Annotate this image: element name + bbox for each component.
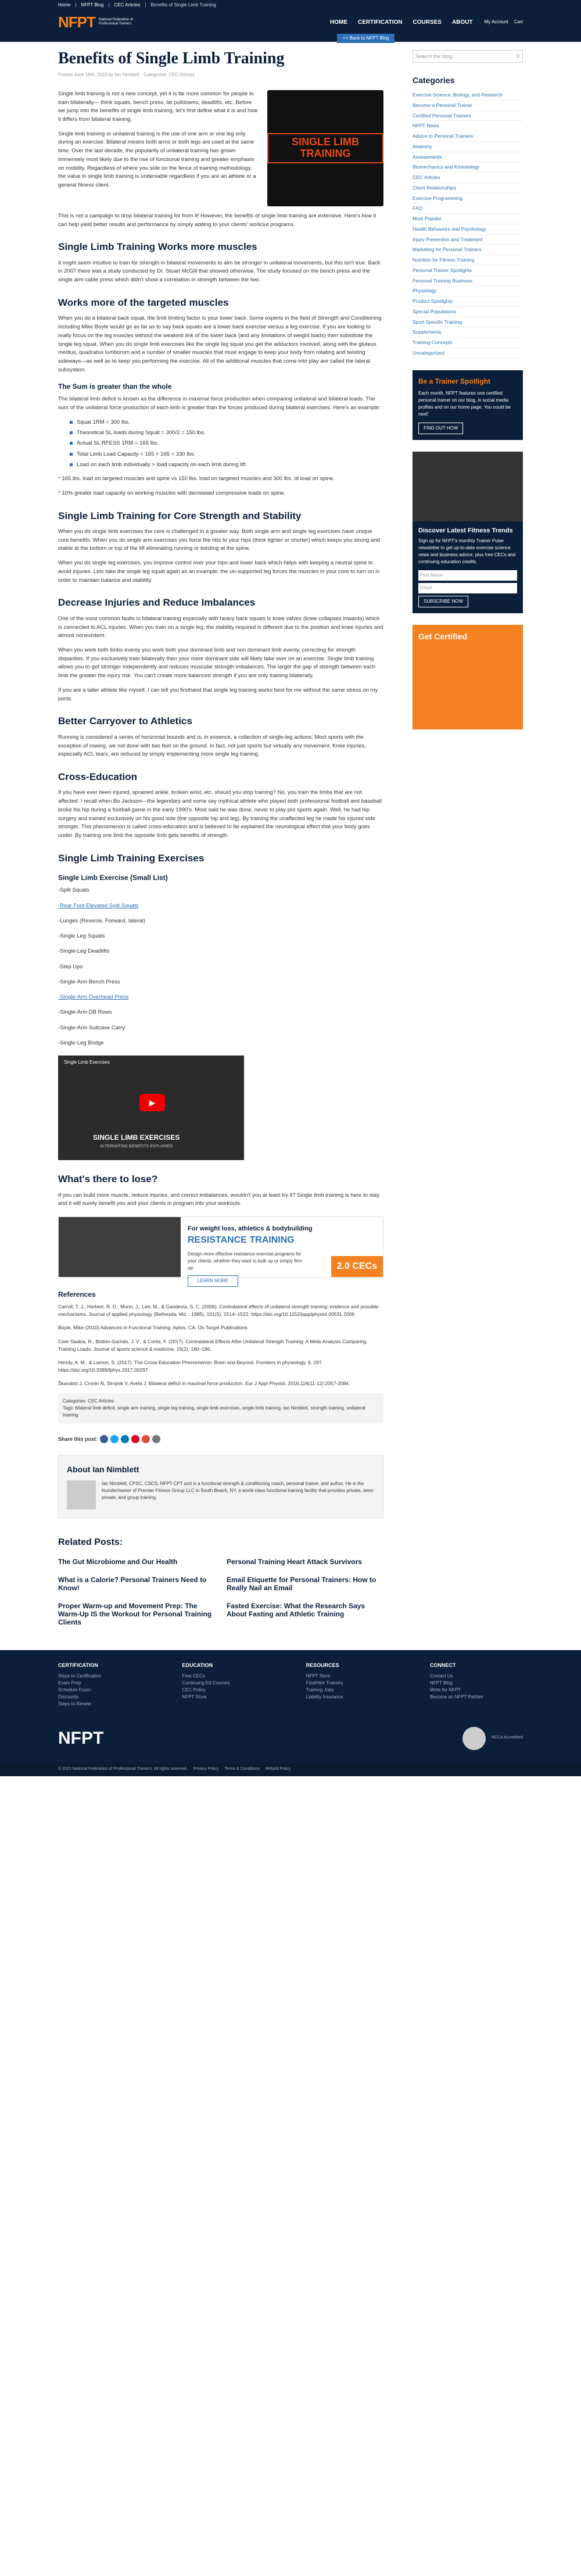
category-link[interactable]: Personal Trainer Spotlights [413, 266, 523, 276]
footer-link[interactable]: Write for NFPT [429, 1687, 461, 1693]
footer-link[interactable]: CEC Policy [182, 1687, 206, 1693]
cart-link[interactable]: Cart [514, 19, 523, 24]
nav-home[interactable]: HOME [330, 19, 348, 26]
category-link[interactable]: Become a Personal Trainer [413, 101, 523, 111]
exercise-item: -Step Ups [58, 963, 83, 970]
logo-mark: NFPT [58, 13, 95, 31]
post-tags[interactable]: Tags: bilateral limb deficit, single arm training, single leg training, single limb exercises, single limb training, Ian Nimblett, strength training, unilateral training [63, 1405, 365, 1418]
list-item: Actual SL RFESS 1RM = 165 lbs. [70, 439, 383, 448]
back-bar [0, 34, 581, 42]
category-link[interactable]: Most Popular [413, 214, 523, 224]
section-heading: Single Limb Training Works more muscles [58, 241, 257, 253]
list-item: Total Limb Load Capacity = 165 + 165 = 330 lbs. [70, 450, 383, 459]
footer-heading: EDUCATION [182, 1662, 213, 1668]
exercise-item: -Single-Leg Bridge [58, 1039, 104, 1046]
footer-link[interactable]: Free CECs [182, 1673, 205, 1679]
related-post-link[interactable]: Fasted Exercise: What the Research Says About Fasting and Athletic Training [227, 1601, 365, 1618]
pinterest-icon[interactable] [131, 1435, 139, 1443]
linkedin-icon[interactable] [121, 1435, 129, 1443]
avatar [67, 1480, 96, 1509]
related-heading: Related Posts: [58, 1537, 123, 1548]
footer-column [58, 1662, 151, 1708]
paragraph: * 10% greater load capacity on working muscles with decreased compressive loads on spine. [58, 489, 286, 496]
category-link[interactable]: FAQ [413, 203, 523, 214]
footer-column [430, 1662, 523, 1708]
nav-courses[interactable]: COURSES [413, 19, 442, 26]
category-link[interactable]: Personal Training Business [413, 276, 523, 287]
paragraph: It might seem intuitive to train for strength in bilateral movements to aim be stronger in unilateral movements, but this isn't true. Back in 2007 there was a study conducted by Dr. Stuart McGill that showed otherwise. The study focused on the bench press and the single arm cable press which didn't show a correlation in strength between the two. [58, 259, 381, 284]
embedded-video[interactable] [58, 1056, 244, 1160]
paragraph: When you do single limb exercises the core is challenged in a greater way. Both single arm and single leg exercises have unique core benefits. When you do single arm exercises you force the ribs to your hips (think tighter or shorter) which keeps you strong and stable at the bottom or top of the lift eliminating running or twisting at the spine. [58, 528, 380, 552]
search-icon[interactable]: ⚲ [516, 53, 520, 59]
references-heading: References [58, 1290, 96, 1298]
video-subcaption: ALTERNATING BENEFITS EXPLAINED [100, 1144, 173, 1149]
category-link[interactable]: Product Spotlights [413, 296, 523, 307]
paragraph: If you can build more muscle, reduce injuries, and correct imbalances, wouldn't you at least try it? Single limb training is here to stay and it will surely benefit you and your clients in program into your workouts. [58, 1192, 380, 1207]
footer-column [182, 1662, 275, 1708]
reference: Boyle, Mike (2010) Advances in Functional Training. Aptos, CA: On Target Publications [58, 1325, 248, 1331]
list-item: Squat 1RM = 300 lbs. [70, 418, 383, 427]
share-bar [58, 1435, 383, 1443]
section-heading: Decrease Injuries and Reduce Imbalances [58, 597, 256, 609]
twitter-icon[interactable] [110, 1435, 119, 1443]
breadcrumb-home[interactable]: Home [58, 2, 71, 8]
author-bio: Ian Nimblett, CPSC, CSCS, NFPT-CPT and is a functional strength & conditioning coach, personal trainer, and author. He is the founder/owner of Premier Fitness Group LLC in South Beach, NY, a world-class functional training facility that provides private, semi-private, and group training. [102, 1481, 375, 1501]
related-post-link[interactable]: Personal Training Heart Attack Survivors [227, 1558, 362, 1566]
category-link[interactable]: Sport Specific Training [413, 317, 523, 328]
page-title: Benefits of Single Limb Training [58, 49, 285, 67]
footer-link[interactable]: Continuing Ed Courses [182, 1680, 230, 1686]
exercise-list [58, 886, 383, 1047]
newsletter-heading: Discover Latest Fitness Trends [418, 527, 513, 534]
banner-heading: For weight loss, athletics & bodybuilding [188, 1225, 313, 1232]
video-caption: SINGLE LIMB EXERCISES [93, 1133, 180, 1142]
category-link[interactable]: NFPT News [413, 121, 523, 131]
breadcrumb-blog[interactable]: NFPT Blog [81, 2, 104, 8]
site-footer [0, 1650, 581, 1763]
categories-heading: Categories [413, 76, 455, 85]
footer-link[interactable]: Liability Insurance [306, 1694, 343, 1700]
course-banner[interactable] [58, 1217, 383, 1284]
footer-link[interactable]: Schedule Exam [58, 1687, 91, 1693]
site-logo[interactable] [58, 11, 139, 34]
exercise-item: -Single Leg Squats [58, 933, 105, 940]
terms-link[interactable]: Terms & Conditions [224, 1767, 260, 1772]
exercise-item: -Single-Arm Bench Press [58, 978, 120, 985]
paragraph: When you work both limbs evenly you work both your dominant limb and non dominant limb evenly, correcting for strength disparities. If you exclusively train bilaterally then your more dominant side will likely take over on an exercise. Single limb training allows you to get stronger independently and reduces muscular strength imbalances. The larger the gap of strength between each limb the greater the injury risk. You can't create more balanced strength if you are only training bilaterally. [58, 647, 375, 679]
list-item: Load on each limb individually > load capacity on each limb during lift [70, 461, 383, 469]
footer-link[interactable]: Find/Hire Trainers [306, 1680, 343, 1686]
author-heading: About Ian Nimblett [67, 1465, 139, 1475]
footer-link[interactable]: Become an NFPT Partner [429, 1694, 483, 1700]
paragraph: * 165 lbs. load on targeted muscles and spine vs 150 lbs. load on targeted muscles and 300 lbs. of load on spine. [58, 475, 335, 482]
category-link[interactable]: CEC Articles [413, 173, 523, 183]
logo-subtitle: National Federation of Professional Trainers [98, 18, 133, 26]
breadcrumb-sep: | [75, 2, 77, 8]
subscribe-button[interactable]: SUBSCRIBE NOW [418, 596, 468, 607]
related-post-link[interactable]: Email Etiquette for Personal Trainers: How to Really Nail an Email [227, 1575, 376, 1593]
paragraph: If you are a taller athlete like myself, I can tell you firsthand that single leg training works best for me without the same stress on my joints. [58, 686, 378, 702]
exercise-item: -Single-Arm DB Rows [58, 1009, 112, 1016]
footer-link[interactable]: Exam Prep [58, 1680, 81, 1686]
spotlight-heading: Be a Trainer Spotlight [418, 377, 491, 385]
paragraph: One of the most common faults in bilateral training especially with heavy back squats is knee valves (knee collapses inwards) which is connected to ACL injuries. When you train on a single leg, the stability required is different due to the position and knee injuries and almost nonexistent. [58, 615, 383, 639]
exercise-item: -Single-Arm Suitcase Carry [58, 1024, 125, 1031]
banner-image [59, 1217, 181, 1277]
footer-heading: CONNECT [429, 1662, 456, 1668]
privacy-link[interactable]: Privacy Policy [193, 1767, 219, 1772]
sidebar [413, 50, 523, 1627]
paragraph: Running is considered a series of horizontal bounds and is, in essence, a collection of single-leg actions. Most sports with the exception of rowing, we not done with two feet on the ground. In fact, not just sports but virtually any movement. Knee injuries, especially ACL tears, are reduced by simply implementing more single leg training. [58, 734, 366, 758]
trainer-spotlight-box [413, 370, 523, 440]
category-link[interactable]: Exercise Science, Biology, and Research [413, 90, 523, 101]
back-to-blog-button[interactable]: << Back to NFPT Blog [337, 34, 394, 43]
category-link[interactable]: Advice to Personal Trainers [413, 131, 523, 142]
copyright-text: © 2023 National Federation of Professional Trainers. All rights reserved. [58, 1767, 188, 1772]
paragraph: Single limb training or unilateral training is the use of one arm or one leg only during an exercise. Bilateral means both arms or both legs are used at the same time. Over the last decade, the popularity of unilateral training has grown immensely most likely due to the rise of functional training and greater emphasis on mobility. Regardless of where you side on the fence of training methodology, the value in single limb training is undeniable regardless if you are an athlete or a general fitness client. [58, 130, 256, 188]
category-link[interactable]: Assessments [413, 152, 523, 163]
email-icon[interactable] [142, 1435, 150, 1443]
section-heading: What's there to lose? [58, 1173, 158, 1185]
category-link[interactable]: Training Concepts [413, 338, 523, 348]
subheading: Single Limb Exercise (Small List) [58, 874, 168, 882]
post-categories[interactable]: Categories: CEC Articles [63, 1398, 114, 1404]
intro-paragraph: Single limb training is not a new concept, yet it is far more common for people to train bilaterally— think squats, bench press, lat pulldowns, deadlifts, etc. Before we jump into the benefits of single limb training, let's first define what it is and how it differs from bilateral training. [58, 90, 258, 123]
paragraph: This is not a campaign to drop bilateral training for from it! However, the benefits of single limb training are extensive. Here's how it can help yield better results and performance by simply adding to your clients' workout programs. [58, 212, 376, 228]
ncca-badge-icon [462, 1727, 486, 1750]
search-placeholder: Search the blog... [415, 53, 457, 59]
footer-logo[interactable]: NFPT [58, 1729, 104, 1748]
category-link[interactable]: Biomechanics and Kinesiology [413, 162, 523, 173]
footer-link[interactable]: Steps to Renew [58, 1701, 91, 1707]
footer-column [306, 1662, 399, 1708]
footer-heading: CERTIFICATION [58, 1662, 98, 1668]
footer-link[interactable]: Contact Us [429, 1673, 453, 1679]
category-link[interactable]: Uncategorized [413, 348, 523, 359]
banner-title: RESISTANCE TRAINING [188, 1235, 295, 1246]
learn-more-button[interactable]: LEARN MORE [188, 1275, 238, 1287]
share-label: Share this post: [58, 1436, 98, 1442]
main-nav [330, 18, 473, 27]
section-heading: Single Limb Training for Core Strength and Stability [58, 510, 302, 521]
search-input[interactable] [413, 50, 523, 63]
footer-link[interactable]: Steps to Certification [58, 1673, 101, 1679]
nav-about[interactable]: ABOUT [451, 19, 473, 26]
author-box [58, 1455, 383, 1518]
paragraph: If you have ever been injured, sprained ankle, broken wrist, etc. should you stop training? No, you train the limbs that are not affected. I recall when Bo Jackson—the legendary and some say mythical athlete who played both professional football and baseball broke his hip during a football game in the early 1990's. Most said he was done, never to play pro sports again. Well, he had hip surgery and trained exclusively on his good side (the opposite hip and leg). By training the unaffected leg he made his injured side stronger. This phenomenon is called cross-education and is believed to be explained the neurological effect that your body goes under. By training one limb the opposite limb gets benefits of strength. [58, 789, 382, 839]
spotlight-description: Each month, NFPT features one certified personal trainer on our blog, in social media profiles and on our home page. You could be next! [418, 390, 511, 417]
related-post-link[interactable]: Proper Warm-up and Movement Prep: The Warm-Up IS the Workout for Personal Training Clients [58, 1601, 212, 1627]
category-link[interactable]: Anatomy [413, 142, 523, 152]
article-main [58, 50, 383, 1627]
footer-link[interactable]: NFPT Blog [429, 1680, 453, 1686]
exercise-item-link[interactable]: -Rear Foot Elevated Split Squats [58, 902, 139, 909]
category-link[interactable]: Supplements [413, 327, 523, 338]
video-title: Single Limb Exercises [64, 1060, 110, 1065]
reference: Hendy, A. M., & Lamon, S. (2017). The Cross-Education Phenomenon: Brain and Beyond. Frontiers in physiology, 8, 297. https://doi.org/10.3389/fphys.2017.00297 [58, 1359, 323, 1373]
related-posts [58, 1536, 383, 1626]
newsletter-box [413, 452, 523, 614]
banner-description: Design more effective resistance exercise programs for your clients, whether they want to bulk up or simply firm up. [188, 1251, 302, 1271]
facebook-icon[interactable] [100, 1435, 108, 1443]
cert-ad-label: Get Certified [418, 632, 468, 641]
breadcrumb-sep: | [108, 2, 110, 8]
related-post-link[interactable]: The Gut Microbiome and Our Health [58, 1558, 178, 1566]
references [58, 1289, 383, 1387]
exercise-item: -Split Squats [58, 887, 89, 894]
breadcrumb-sep: | [145, 2, 146, 8]
ncca-label: NCCA Accredited [491, 1736, 523, 1740]
paragraph: When you do single leg exercises, you improve control over your hips and lower back which helps with keeping a neutral spine to avoid injuries. Lets take the single leg squat again as an example: the un-supported leg forces the muscles in your core to turn on in order to maintain balance and stability. [58, 560, 380, 584]
play-icon[interactable]: ▶ [139, 1094, 165, 1111]
section-heading: Cross-Education [58, 771, 138, 782]
cec-badge: 2.0 CECs [331, 1256, 383, 1277]
breadcrumb-cec[interactable]: CEC Articles [114, 2, 141, 8]
get-certified-ad[interactable] [413, 625, 523, 729]
subheading: The Sum is greater than the whole [58, 382, 172, 391]
reference: Carroll, T. J., Herbert, R. D., Munn, J., Lee, M., & Gandevia, S. C. (2006). Contralateral effects of unilateral strength training: evidence and possible mechanisms. Journal of applied physiology (Bethesda, Md. : 1985), 101(5), 1514–1522. https://doi.org/10.1152/japplphysiol.00531.2006 [58, 1303, 379, 1318]
category-link[interactable]: Health Behaviors and Psychology [413, 224, 523, 235]
section-heading: Single Limb Training Exercises [58, 852, 205, 864]
nav-certification[interactable]: CERTIFICATION [358, 19, 403, 26]
paragraph: When you do a bilateral back squat, the limit limiting factor is your lower back. Some experts in the field of Strength and Conditioning including Mike Boyle would go as far as to say back squats are a lower back exercise versus a leg exercise. If you are looking to really focus on the leg muscles without the weakest link of the lower back (and any limitations of weight loads) then substitute the single leg squat. When you do single limb exercises like the single leg squat you get the adductors involved, along with the gluteus medius, quadratus lumborum and a number of smaller muscles that must engage to keep your body from rotating and twisting sideways—as well as to keep you performing the exercise. All of the additional muscles that come into play are called the lateral subsystem. [58, 315, 382, 373]
newsletter-description: Sign up for NFPT's monthly Trainer Pulse newsletter to get up-to-date exercise science news and business advice, plus free CECs and continuing education credits. [418, 538, 516, 564]
footer-link[interactable]: Discounts [58, 1694, 79, 1700]
exercise-item: -Lunges (Reverse, Forward, lateral) [58, 917, 145, 924]
related-post-link[interactable]: What is a Calorie? Personal Trainers Need to Know! [58, 1575, 207, 1593]
category-link[interactable]: Special Populations [413, 307, 523, 317]
post-meta: Posted June 16th, 2023 by Ian Nimblett · Categories: CEC Articles [58, 71, 195, 77]
footer-link[interactable]: NFPT Store [182, 1694, 207, 1700]
category-list [413, 90, 523, 359]
paragraph: The bilateral limb deficit is known as the difference in maximal force production when comparing unilateral and bilateral loads. The sum of the unilateral force production of each limb is greater than the forces produced during bilateral exercises. Here's an example: [58, 396, 381, 412]
find-out-how-button[interactable]: FIND OUT HOW [418, 423, 463, 434]
example-list [70, 418, 383, 469]
section-heading: Better Carryover to Athletics [58, 715, 192, 727]
copyright-bar [0, 1763, 581, 1776]
reference: Škarabot J, Cronin N, Strojnik V, Avela J. Bilateral deficit in maximal force production. Eur J Appl Physiol. 2016;116(11-12):2057-2084. [58, 1380, 350, 1387]
hero-title: SINGLE LIMB TRAINING [267, 133, 383, 163]
category-link[interactable]: Marketing for Personal Trainers [413, 245, 523, 255]
tags-box [58, 1393, 383, 1423]
footer-link[interactable]: Training Jobs [306, 1687, 334, 1693]
hero-image [267, 90, 383, 206]
category-link[interactable]: Physiology [413, 286, 523, 296]
category-link[interactable]: Client Relationships [413, 183, 523, 194]
email-field[interactable]: Email [418, 583, 517, 593]
exercise-item: -Single-Leg Deadlifts [58, 948, 110, 955]
exercise-item-link[interactable]: -Single-Arm Overhead Press [58, 994, 129, 1001]
footer-heading: RESOURCES [306, 1662, 339, 1668]
first-name-field[interactable]: First Name [418, 570, 517, 581]
top-breadcrumb [0, 0, 581, 10]
refund-link[interactable]: Refund Policy [265, 1767, 291, 1772]
footer-link[interactable]: NFPT Store [306, 1673, 331, 1679]
site-header [0, 10, 581, 34]
reference: Coer-Saskia, R., Bottón-Garrido, J. V., & Cortis, F. (2017). Contralateral Effects After Unilateral Strength Training: A Meta-Analysis Comparing Training Loads. Journal of sports science & medicine, 16(2), 180–186. [58, 1338, 367, 1352]
section-heading: Works more of the targeted muscles [58, 296, 229, 308]
category-link[interactable]: Injury Prevention and Treatment [413, 235, 523, 245]
list-item: Theoretical SL loads during Squat = 300/2 = 150 lbs. [70, 429, 383, 437]
breadcrumb-current: Benefits of Single Limb Training [150, 2, 216, 8]
category-link[interactable]: Certified Personal Trainers [413, 111, 523, 121]
print-icon[interactable] [152, 1435, 160, 1443]
category-link[interactable]: Nutrition for Fitness Training [413, 255, 523, 266]
newsletter-image [413, 452, 523, 521]
category-link[interactable]: Exercise Programming [413, 194, 523, 204]
my-account-link[interactable]: My Account [484, 19, 508, 24]
